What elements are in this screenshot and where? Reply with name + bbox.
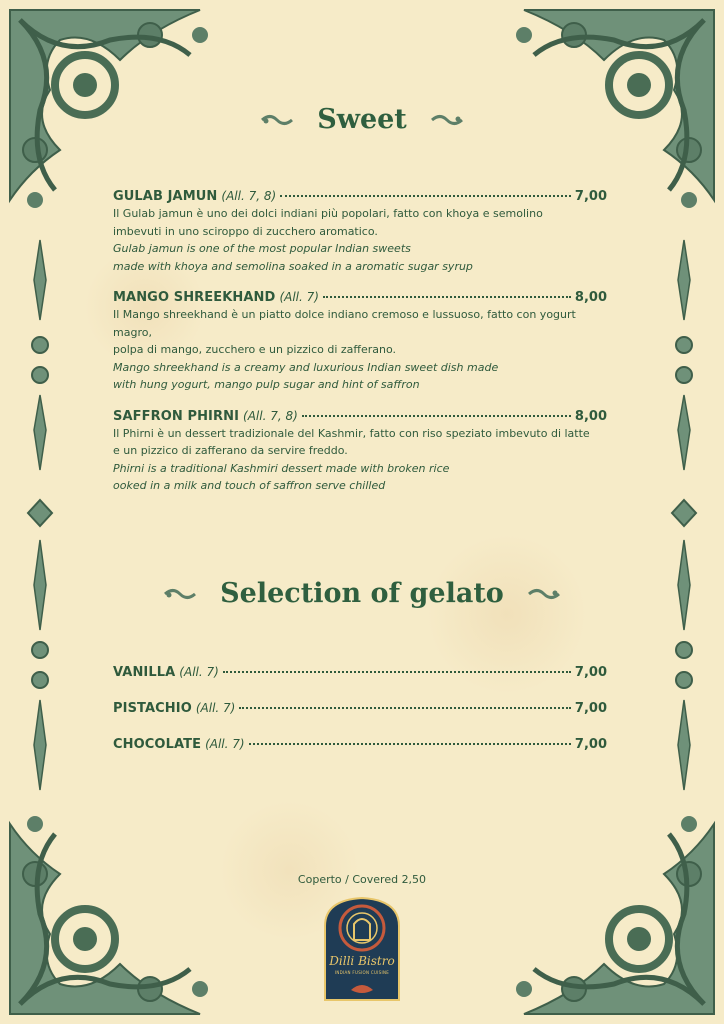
gelato-list bbox=[113, 664, 607, 772]
list-item bbox=[113, 408, 607, 495]
item-price: 8,00 bbox=[574, 408, 607, 424]
item-desc-en: Mango shreekhand is a creamy and luxurious Indian sweet dish made bbox=[113, 360, 499, 374]
sweet-list bbox=[113, 188, 607, 509]
item-allergens: (All. 7) bbox=[195, 701, 236, 715]
flourish-icon bbox=[430, 113, 464, 127]
dot-leader bbox=[323, 295, 571, 298]
section-heading-sweet bbox=[0, 103, 724, 135]
item-desc-it: Il Gulab jamun è uno dei dolci indiani più popolari, fatto con khoya e semolino bbox=[113, 207, 543, 220]
item-name: CHOCOLATE bbox=[113, 737, 202, 752]
item-price: 7,00 bbox=[574, 189, 607, 204]
dot-leader bbox=[223, 670, 571, 673]
list-item bbox=[113, 664, 607, 681]
item-price: 7,00 bbox=[574, 737, 607, 752]
item-allergens: (All. 7) bbox=[205, 737, 245, 751]
dot-leader bbox=[239, 706, 571, 709]
list-item bbox=[113, 736, 607, 753]
page-title: Sweet bbox=[317, 104, 407, 135]
item-price: 8,00 bbox=[574, 290, 607, 305]
item-desc-it: polpa di mango, zucchero e un pizzico di zafferano. bbox=[113, 343, 397, 356]
corner-ornament-icon bbox=[516, 816, 714, 1014]
dot-leader bbox=[280, 194, 571, 197]
item-name: SAFFRON PHIRNI bbox=[113, 408, 240, 424]
item-name: PISTACHIO bbox=[113, 701, 192, 716]
item-price: 7,00 bbox=[574, 701, 607, 716]
side-ornament-icon bbox=[28, 240, 52, 790]
item-desc-it: e un pizzico di zafferano da servire freddo. bbox=[113, 444, 348, 457]
flourish-icon bbox=[527, 587, 561, 601]
item-desc-it: Il Phirni è un dessert tradizionale del Kashmir, fatto con riso speziato imbevuto di latte bbox=[113, 426, 590, 440]
item-desc-en: made with khoya and semolina soaked in a aromatic sugar syrup bbox=[113, 259, 473, 273]
logo bbox=[321, 896, 403, 1002]
logo-emblem-icon bbox=[321, 896, 403, 1002]
list-item bbox=[113, 188, 607, 275]
flourish-icon bbox=[260, 113, 294, 127]
item-price: 7,00 bbox=[574, 665, 607, 680]
item-allergens: (All. 7, 8) bbox=[243, 408, 298, 423]
corner-ornament-icon bbox=[10, 816, 208, 1014]
item-desc-en: ooked in a milk and touch of saffron serve chilled bbox=[113, 479, 386, 492]
item-allergens: (All. 7, 8) bbox=[221, 189, 277, 203]
item-name: GULAB JAMUN bbox=[113, 189, 218, 204]
item-desc-it: Il Mango shreekhand è un piatto dolce indiano cremoso e lussuoso, fatto con yogurt magro, bbox=[113, 308, 576, 339]
item-desc-en: with hung yogurt, mango pulp sugar and hint of saffron bbox=[113, 378, 420, 391]
dot-leader bbox=[302, 414, 571, 417]
side-ornament-icon bbox=[672, 240, 696, 790]
section-heading-gelato bbox=[0, 577, 724, 609]
cover-charge: Coperto / Covered 2,50 bbox=[297, 873, 427, 886]
item-desc-en: Gulab jamun is one of the most popular Indian sweets bbox=[113, 242, 411, 255]
flourish-icon bbox=[163, 587, 197, 601]
item-name: MANGO SHREEKHAND bbox=[113, 290, 276, 305]
list-item bbox=[113, 289, 607, 394]
item-allergens: (All. 7) bbox=[179, 665, 219, 679]
item-name: VANILLA bbox=[113, 665, 176, 680]
logo-name: Dilli Bistro bbox=[329, 954, 395, 968]
item-desc-en: Phirni is a traditional Kashmiri dessert made with broken rice bbox=[113, 461, 450, 475]
item-desc-it: imbevuti in uno sciroppo di zucchero aromatico. bbox=[113, 224, 378, 238]
section-title: Selection of gelato bbox=[220, 578, 504, 609]
list-item bbox=[113, 700, 607, 717]
item-allergens: (All. 7) bbox=[279, 290, 319, 304]
logo-subtitle: INDIAN FUSION CUISINE bbox=[334, 970, 390, 975]
dot-leader bbox=[249, 742, 571, 745]
